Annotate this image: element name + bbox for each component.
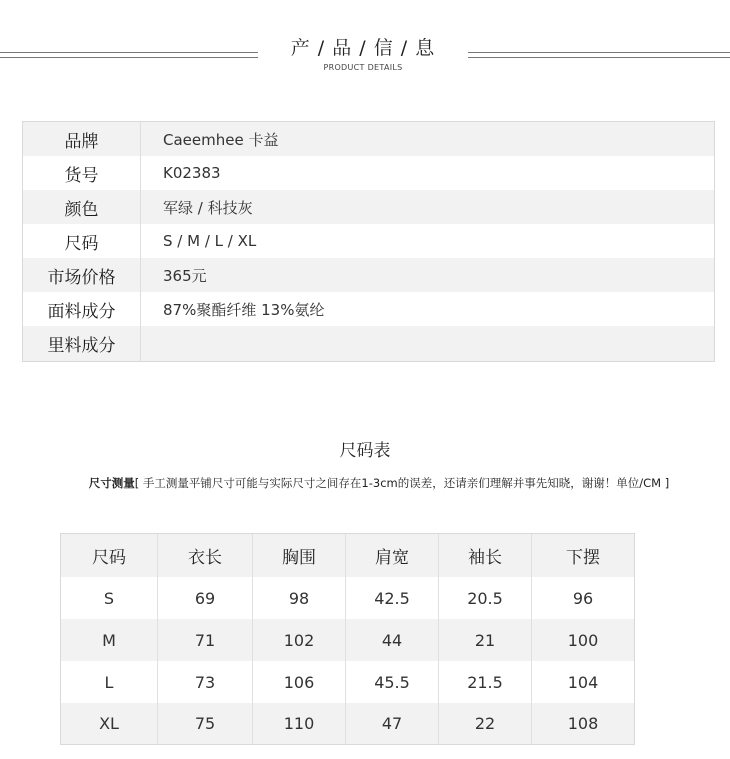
table-cell: 71: [158, 619, 253, 661]
table-cell: L: [61, 661, 158, 703]
table-cell: 100: [567, 630, 599, 650]
info-label: 品牌: [23, 122, 141, 156]
table-cell: 45.5: [346, 661, 439, 703]
table-cell: 47: [346, 703, 439, 744]
info-label: 货号: [23, 156, 141, 190]
table-cell: 96: [572, 588, 594, 608]
size-chart-note: [0, 475, 730, 491]
info-row-fabric: [23, 292, 714, 326]
note-text: [ 手工测量平铺尺寸可能与实际尺寸之间存在1-3cm的误差，还请亲们理解并事先知晓，谢谢！单位/CM ]: [134, 476, 670, 490]
info-label: 面料成分: [23, 292, 141, 326]
table-cell: 110: [253, 703, 346, 744]
table-cell: 44: [346, 619, 439, 661]
info-label: 市场价格: [23, 258, 141, 292]
info-label: 颜色: [23, 190, 141, 224]
column-header: 肩宽: [346, 534, 439, 577]
table-cell: 21.5: [439, 661, 532, 703]
table-row: [61, 619, 634, 661]
column-header: 袖长: [439, 534, 532, 577]
info-row-market-price: [23, 258, 714, 292]
table-cell: XL: [61, 703, 158, 744]
info-row-size: [23, 224, 714, 258]
table-cell: 42.5: [346, 577, 439, 619]
info-row-color: [23, 190, 714, 224]
column-header: 衣长: [158, 534, 253, 577]
note-label: 尺寸测量: [88, 476, 135, 490]
info-value: 365元: [163, 266, 207, 285]
table-cell: M: [61, 619, 158, 661]
header-divider-right: [468, 52, 730, 58]
table-header-row: [61, 534, 634, 577]
table-row: [61, 703, 634, 744]
info-value: S / M / L / XL: [163, 232, 257, 250]
product-info-table: [22, 121, 715, 362]
column-header: 胸围: [253, 534, 346, 577]
header-divider-left: [0, 52, 258, 58]
column-header: 下摆: [566, 548, 600, 568]
table-cell: S: [61, 577, 158, 619]
info-row-brand: [23, 122, 714, 156]
table-cell: 104: [567, 672, 599, 692]
table-row: [61, 661, 634, 703]
table-cell: 108: [567, 714, 599, 733]
info-value: [141, 326, 163, 361]
table-row: [61, 577, 634, 619]
table-cell: 102: [253, 619, 346, 661]
size-chart-title: 尺码表: [339, 441, 391, 461]
info-label: 尺码: [23, 224, 141, 258]
info-value: K02383: [163, 164, 221, 182]
section-title: 产 / 品 / 信 / 息: [290, 37, 436, 59]
info-value: 87%聚酯纤维 13%氨纶: [163, 300, 325, 319]
info-value: Caeemhee 卡益: [163, 130, 279, 149]
table-cell: 75: [158, 703, 253, 744]
table-cell: 22: [439, 703, 532, 744]
info-row-item-number: [23, 156, 714, 190]
table-cell: 20.5: [439, 577, 532, 619]
table-cell: 69: [158, 577, 253, 619]
info-label: 里料成分: [23, 326, 141, 361]
info-value: 军绿 / 科技灰: [163, 198, 253, 217]
column-header: 尺码: [61, 534, 158, 577]
size-chart-table: [60, 533, 635, 745]
table-cell: 98: [253, 577, 346, 619]
table-cell: 106: [253, 661, 346, 703]
section-subtitle: PRODUCT DETAILS: [323, 63, 403, 72]
info-row-lining: [23, 326, 714, 361]
table-cell: 73: [158, 661, 253, 703]
table-cell: 21: [439, 619, 532, 661]
